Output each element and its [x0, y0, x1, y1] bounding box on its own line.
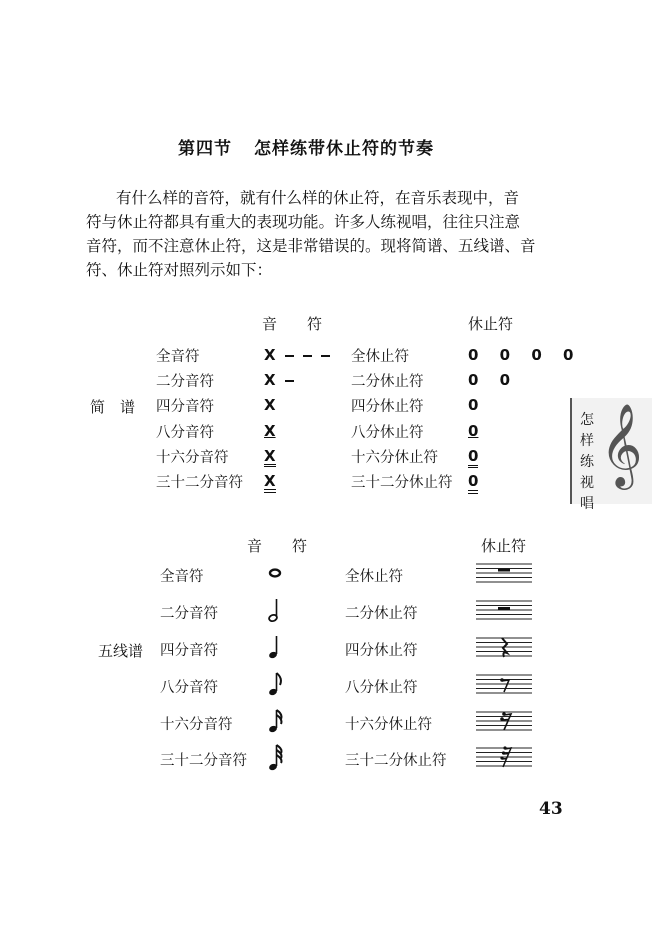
note-x: X — [264, 422, 276, 440]
note-x: X — [264, 371, 276, 389]
jianpu-note-name: 三十二分音符 — [156, 475, 243, 491]
section-heading — [178, 134, 434, 159]
staff-note-name: 八分音符 — [160, 680, 218, 696]
staff-rest-name: 全休止符 — [345, 569, 403, 585]
side-tab-text: 怎样练视唱 — [580, 412, 594, 512]
jianpu-rest-name: 四分休止符 — [351, 399, 424, 415]
jianpu-note-name: 八分音符 — [156, 425, 214, 441]
whole-note-icon — [268, 567, 282, 579]
rest-zero: 0 — [468, 396, 479, 414]
half-rest-staff-icon — [476, 599, 532, 621]
dash-mark — [285, 355, 294, 357]
staff-note-header: 音 符 — [247, 537, 308, 555]
jianpu-quarter-rest-symbol — [468, 395, 478, 414]
whole-rest-staff-icon — [476, 562, 532, 584]
jianpu-note-name: 十六分音符 — [156, 450, 229, 466]
rest-zeros: 0 0 — [468, 371, 519, 389]
rest-zero: 0 — [468, 472, 478, 494]
paragraph-line: 符、休止符对照列示如下： — [86, 261, 273, 279]
staff-rest-name: 三十二分休止符 — [345, 753, 447, 769]
jianpu-thirtysecond-note-symbol — [264, 471, 276, 493]
rest-zero: 0 — [468, 447, 478, 468]
intro-paragraph — [86, 186, 556, 282]
section-title: 怎样练带休止符的节奏 — [254, 139, 434, 159]
jianpu-rest-name: 十六分休止符 — [351, 450, 438, 466]
jianpu-whole-note-symbol — [264, 345, 330, 364]
eighth-rest-staff-icon — [476, 673, 532, 695]
staff-rest-name: 十六分休止符 — [345, 717, 432, 733]
jianpu-note-name: 四分音符 — [156, 399, 214, 415]
thirtysecond-rest-staff-icon — [476, 746, 532, 768]
jianpu-rest-name: 三十二分休止符 — [351, 475, 453, 491]
half-note-icon — [268, 597, 282, 623]
note-x: X — [264, 447, 276, 465]
staff-note-name: 三十二分音符 — [160, 753, 247, 769]
jianpu-rest-name: 全休止符 — [351, 349, 409, 365]
jianpu-note-name: 全音符 — [156, 349, 200, 365]
staff-note-name: 四分音符 — [160, 643, 218, 659]
jianpu-half-rest-symbol — [468, 370, 518, 389]
dash-mark — [285, 380, 294, 382]
staff-note-name: 十六分音符 — [160, 717, 233, 733]
jianpu-half-note-symbol — [264, 370, 294, 389]
staff-rest-name: 八分休止符 — [345, 680, 418, 696]
sixteenth-note-icon — [268, 708, 284, 734]
jianpu-whole-rest-symbol — [468, 345, 581, 364]
treble-clef-icon: 𝄞 — [600, 402, 643, 486]
staff-group-label: 五线谱 — [98, 642, 144, 660]
paragraph-line: 有什么样的音符，就有什么样的休止符，在音乐表现中，音 — [116, 189, 520, 207]
staff-rest-name: 二分休止符 — [345, 606, 418, 622]
note-x: X — [264, 396, 276, 414]
jianpu-rest-name: 二分休止符 — [351, 374, 424, 390]
page-number: 43 — [539, 799, 563, 819]
jianpu-sixteenth-note-symbol — [264, 446, 276, 467]
jianpu-note-name: 二分音符 — [156, 374, 214, 390]
section-label: 第四节 — [178, 139, 232, 159]
note-x: X — [264, 474, 276, 493]
staff-rest-header: 休止符 — [481, 537, 527, 555]
jianpu-eighth-note-symbol — [264, 421, 276, 440]
jianpu-note-header: 音 符 — [262, 315, 323, 333]
jianpu-sixteenth-rest-symbol — [468, 446, 478, 465]
quarter-rest-staff-icon — [476, 636, 532, 658]
staff-rest-name: 四分休止符 — [345, 643, 418, 659]
rest-zero: 0 — [468, 422, 479, 440]
jianpu-rest-name: 八分休止符 — [351, 425, 424, 441]
jianpu-rest-header: 休止符 — [468, 315, 514, 333]
dash-mark — [321, 355, 330, 357]
staff-note-name: 全音符 — [160, 569, 204, 585]
jianpu-thirtysecond-rest-symbol — [468, 471, 478, 490]
paragraph-line: 符与休止符都具有重大的表现功能。许多人练视唱，往往只注意 — [86, 213, 521, 231]
staff-note-name: 二分音符 — [160, 606, 218, 622]
jianpu-quarter-note-symbol — [264, 395, 276, 414]
note-x: X — [264, 346, 276, 364]
dash-mark — [303, 355, 312, 357]
quarter-note-icon — [268, 634, 282, 660]
jianpu-eighth-rest-symbol — [468, 421, 478, 440]
rest-zeros: 0 0 0 0 — [468, 346, 582, 364]
sixteenth-rest-staff-icon — [476, 710, 532, 732]
jianpu-group-label: 简 谱 — [90, 398, 136, 416]
eighth-note-icon — [268, 671, 284, 697]
paragraph-line: 音符，而不注意休止符，这是非常错误的。现将简谱、五线谱、音 — [86, 237, 536, 255]
thirtysecond-note-icon — [268, 744, 284, 772]
